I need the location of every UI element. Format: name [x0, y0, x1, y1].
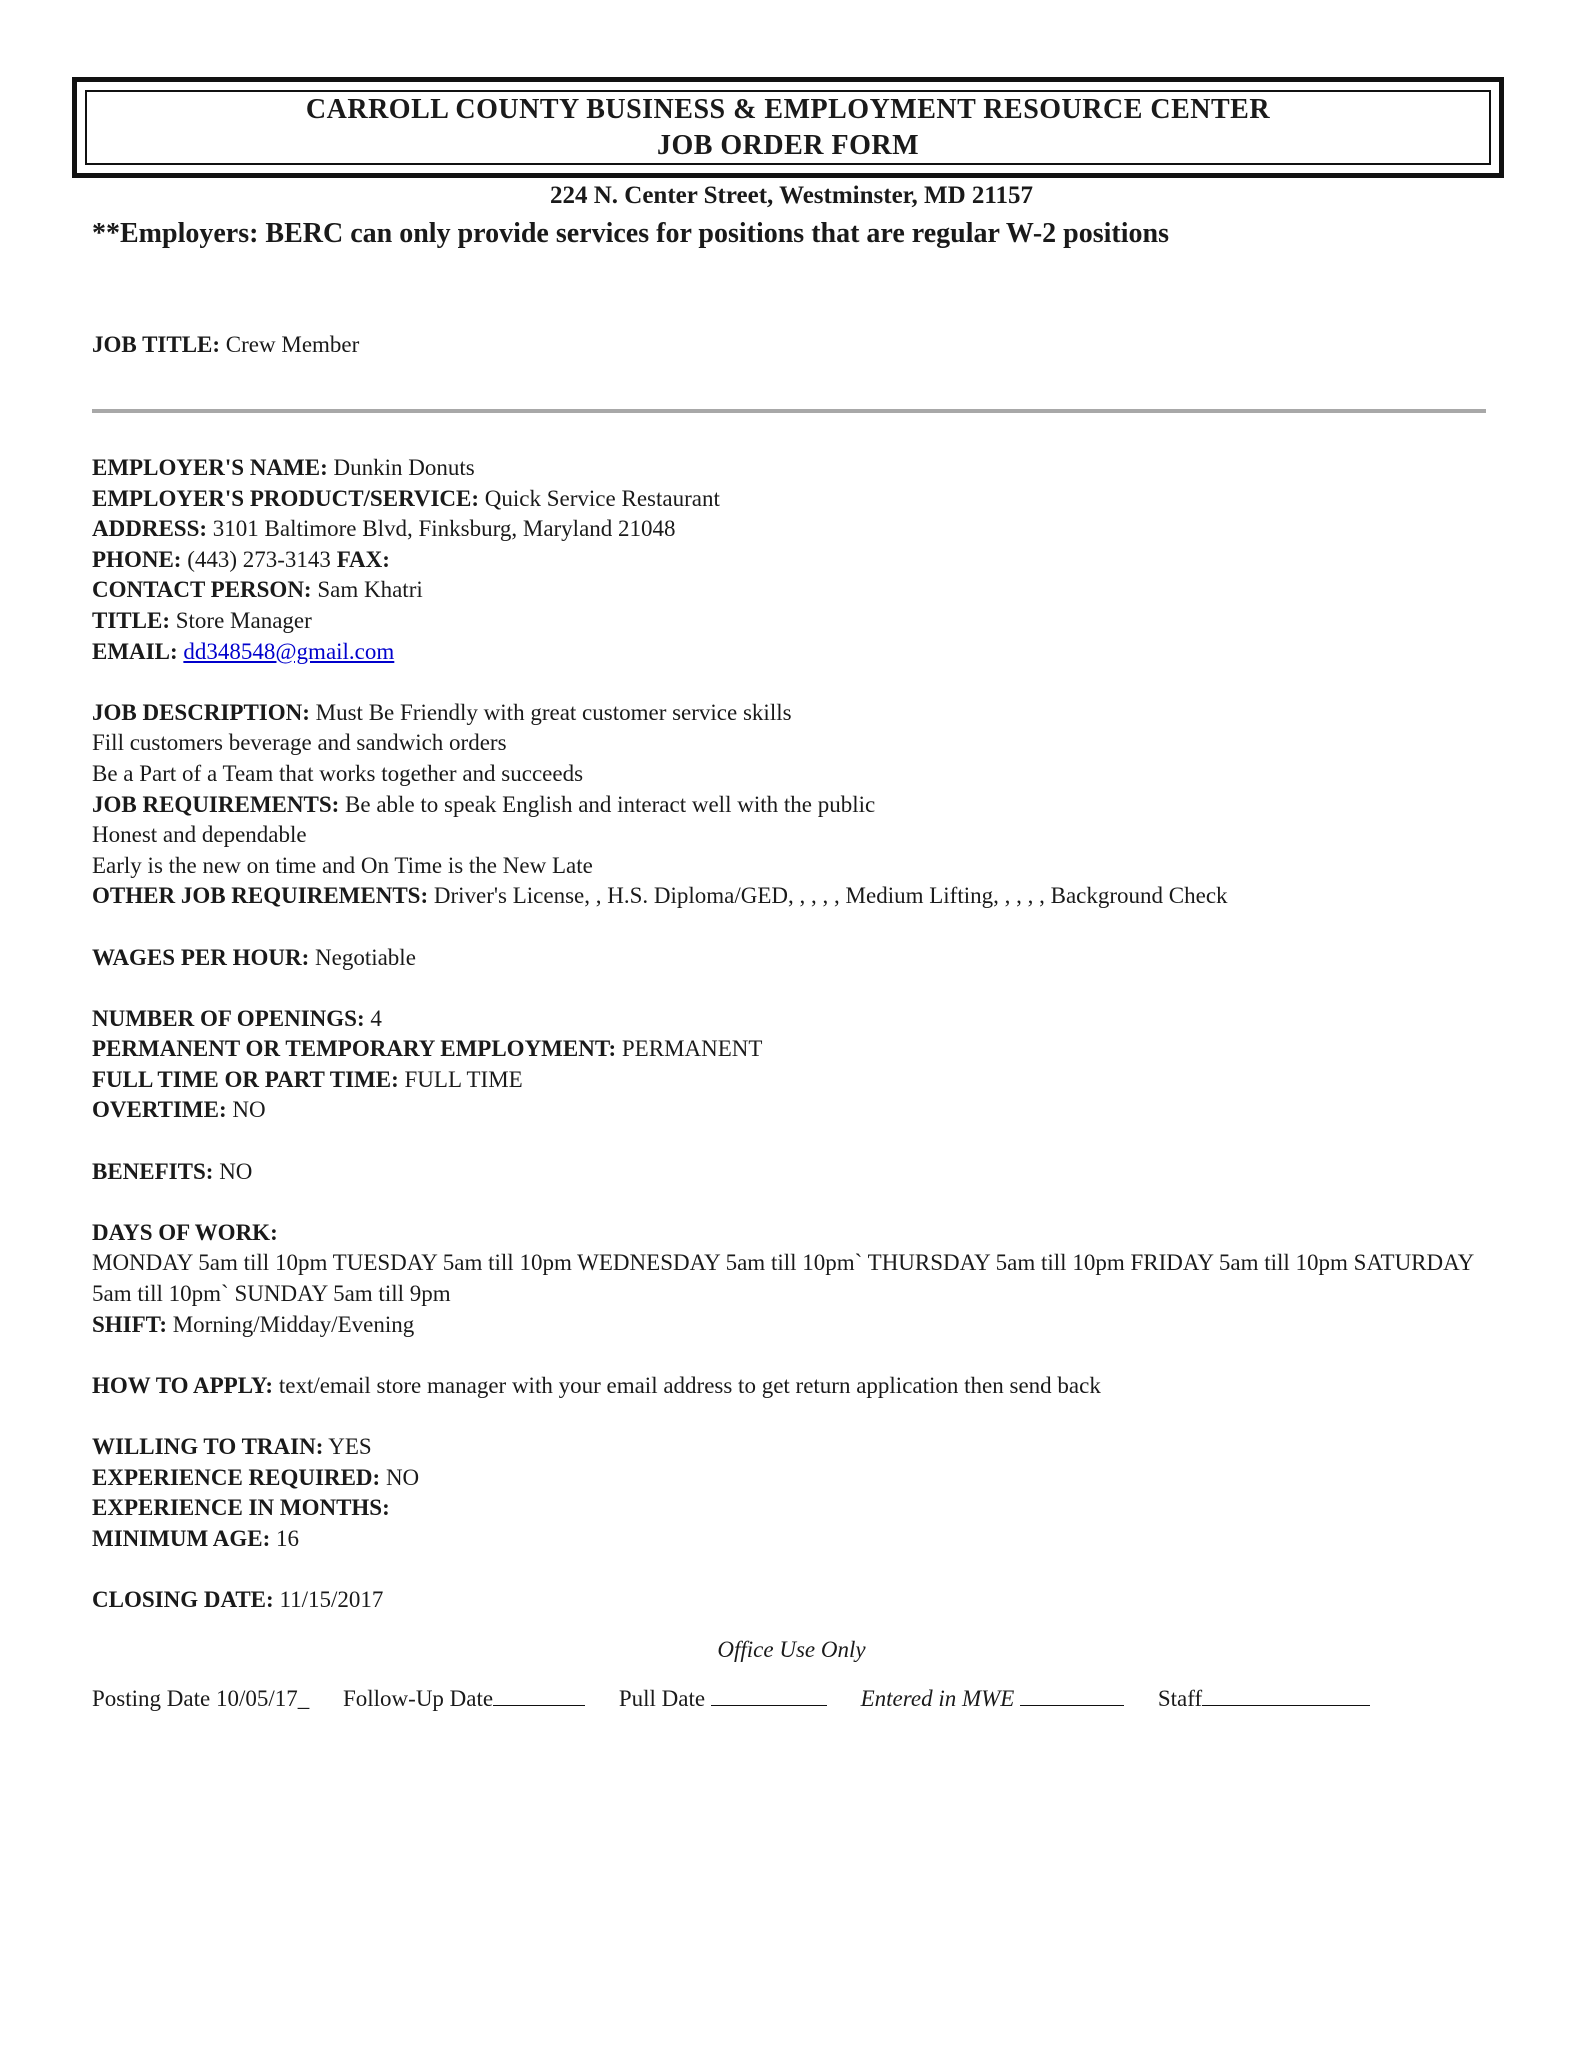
experience-required-label: EXPERIENCE REQUIRED: [92, 1464, 381, 1490]
entered-in-mwe-blank[interactable] [1020, 1683, 1124, 1706]
follow-up-date-label: Follow-Up Date [342, 1686, 494, 1711]
fax-label: FAX: [336, 546, 390, 572]
job-requirements-text: Honest and dependable [92, 822, 307, 848]
pull-date-label: Pull Date [618, 1686, 706, 1711]
spacer [92, 912, 1492, 943]
address-value: 3101 Baltimore Blvd, Finksburg, Maryland 21048 [212, 516, 676, 542]
minimum-age-value: 16 [275, 1525, 299, 1551]
spacer [92, 667, 1492, 698]
shift-label: SHIFT: [92, 1311, 167, 1337]
email-label: EMAIL: [92, 638, 178, 664]
wages-value: Negotiable [315, 944, 416, 970]
staff-field [1158, 1683, 1370, 1712]
overtime-line [92, 1095, 1492, 1126]
contact-person-line [92, 575, 1492, 606]
job-title-value: Crew Member [225, 332, 360, 357]
job-requirements-line [92, 790, 1492, 821]
contact-person-label: CONTACT PERSON: [92, 577, 312, 603]
how-to-apply-label: HOW TO APPLY: [92, 1372, 274, 1398]
benefits-value: NO [219, 1158, 253, 1184]
office-use-row [92, 1683, 1398, 1712]
contact-title-value: Store Manager [175, 607, 312, 633]
job-requirements-text: Early is the new on time and On Time is the New Late [92, 852, 593, 878]
openings-line [92, 1004, 1492, 1035]
employment-type-label: PERMANENT OR TEMPORARY EMPLOYMENT: [92, 1036, 617, 1062]
entered-in-mwe-field [861, 1683, 1124, 1712]
spacer [92, 1401, 1492, 1432]
experience-months-label: EXPERIENCE IN MONTHS: [92, 1495, 390, 1521]
openings-value: 4 [370, 1005, 382, 1031]
spacer [92, 973, 1492, 1004]
benefits-label: BENEFITS: [92, 1158, 214, 1184]
office-address: 224 N. Center Street, Westminster, MD 21157 [549, 182, 1034, 209]
email-link[interactable]: dd348548@gmail.com [183, 638, 395, 664]
how-to-apply-line [92, 1371, 1492, 1402]
form-title: JOB ORDER FORM [656, 129, 920, 161]
job-description-text: Must Be Friendly with great customer service skills [315, 699, 792, 725]
employer-product-value: Quick Service Restaurant [484, 485, 720, 511]
header-inner-border [85, 90, 1491, 165]
staff-blank[interactable] [1202, 1683, 1370, 1706]
willing-to-train-value: YES [328, 1434, 372, 1459]
job-description-line [92, 698, 1492, 729]
experience-required-value: NO [385, 1464, 420, 1490]
employer-address-line [92, 514, 1492, 545]
days-of-work-line [92, 1218, 1492, 1249]
employer-notice: **Employers: BERC can only provide services for positions that are regular W-2 positions [92, 218, 1169, 249]
days-of-work-label: DAYS OF WORK: [92, 1219, 278, 1245]
employer-product-line [92, 484, 1492, 515]
willing-to-train-label: WILLING TO TRAIN: [92, 1434, 324, 1459]
posting-date-value: 10/05/17_ [215, 1686, 310, 1711]
contact-title-line [92, 606, 1492, 637]
employer-name-line [92, 453, 1492, 484]
overtime-value: NO [232, 1097, 266, 1123]
pull-date-blank[interactable] [711, 1683, 827, 1706]
employer-name-label: EMPLOYER'S NAME: [92, 455, 328, 480]
wages-label: WAGES PER HOUR: [92, 944, 310, 970]
overtime-label: OVERTIME: [92, 1097, 227, 1123]
contact-person-value: Sam Khatri [317, 577, 423, 603]
horizontal-rule [92, 409, 1486, 413]
minimum-age-line [92, 1524, 1492, 1555]
willing-to-train-line [92, 1432, 1492, 1463]
entered-in-mwe-label: Entered in MWE [860, 1686, 1015, 1711]
experience-required-line [92, 1463, 1492, 1494]
organization-name: CARROLL COUNTY BUSINESS & EMPLOYMENT RESOURCE CENTER [305, 93, 1271, 125]
experience-months-line [92, 1493, 1492, 1524]
posting-date-field [92, 1686, 309, 1712]
full-time-value: FULL TIME [404, 1066, 523, 1092]
closing-date-label: CLOSING DATE: [92, 1586, 274, 1612]
follow-up-date-field [343, 1683, 585, 1712]
closing-date-line [92, 1585, 1492, 1616]
form-body [92, 453, 1492, 1616]
full-time-label: FULL TIME OR PART TIME: [92, 1066, 399, 1092]
job-description-text: Be a Part of a Team that works together and succeeds [92, 760, 584, 786]
closing-date-value: 11/15/2017 [279, 1586, 384, 1612]
address-label: ADDRESS: [92, 516, 208, 542]
contact-title-label: TITLE: [92, 607, 170, 633]
other-requirements-line [92, 881, 1492, 912]
job-requirements-text: Be able to speak English and interact well with the public [345, 791, 876, 817]
spacer [92, 1126, 1492, 1157]
job-description-text: Fill customers beverage and sandwich orders [92, 730, 507, 756]
posting-date-label: Posting Date [92, 1686, 211, 1711]
spacer [92, 1187, 1492, 1218]
pull-date-field [619, 1683, 827, 1712]
phone-value: (443) 273-3143 [187, 546, 331, 572]
header-box [72, 77, 1504, 178]
benefits-line [92, 1157, 1492, 1188]
wages-line [92, 943, 1492, 974]
other-requirements-label: OTHER JOB REQUIREMENTS: [92, 883, 429, 909]
spacer [92, 1340, 1492, 1371]
other-requirements-value: Driver's License, , H.S. Diploma/GED, , , , , Medium Lifting, , , , , Background Check [433, 883, 1228, 909]
employer-product-label: EMPLOYER'S PRODUCT/SERVICE: [92, 485, 480, 511]
days-of-work-schedule: MONDAY 5am till 10pm TUESDAY 5am till 10pm WEDNESDAY 5am till 10pm` THURSDAY 5am till 10pm FRIDAY 5am till 10pm SATURDAY 5am till 10pm` SUNDAY 5am till 9pm [92, 1250, 1474, 1307]
follow-up-date-blank[interactable] [493, 1683, 585, 1706]
openings-label: NUMBER OF OPENINGS: [92, 1005, 365, 1031]
minimum-age-label: MINIMUM AGE: [92, 1525, 271, 1551]
employer-name-value: Dunkin Donuts [333, 455, 475, 480]
full-time-line [92, 1065, 1492, 1096]
employment-type-line [92, 1034, 1492, 1065]
shift-value: Morning/Midday/Evening [172, 1311, 415, 1337]
how-to-apply-value: text/email store manager with your email address to get return application then send back [278, 1372, 1101, 1398]
spacer [92, 1554, 1492, 1585]
job-title-line [92, 332, 359, 358]
office-use-heading: Office Use Only [717, 1637, 866, 1662]
staff-label: Staff [1157, 1686, 1203, 1711]
phone-label: PHONE: [92, 546, 182, 572]
employment-type-value: PERMANENT [621, 1036, 763, 1062]
email-line [92, 637, 1492, 668]
job-description-label: JOB DESCRIPTION: [92, 699, 310, 725]
shift-line [92, 1310, 1492, 1341]
phone-line [92, 545, 1492, 576]
job-title-label: JOB TITLE: [92, 332, 221, 357]
job-requirements-label: JOB REQUIREMENTS: [92, 791, 340, 817]
